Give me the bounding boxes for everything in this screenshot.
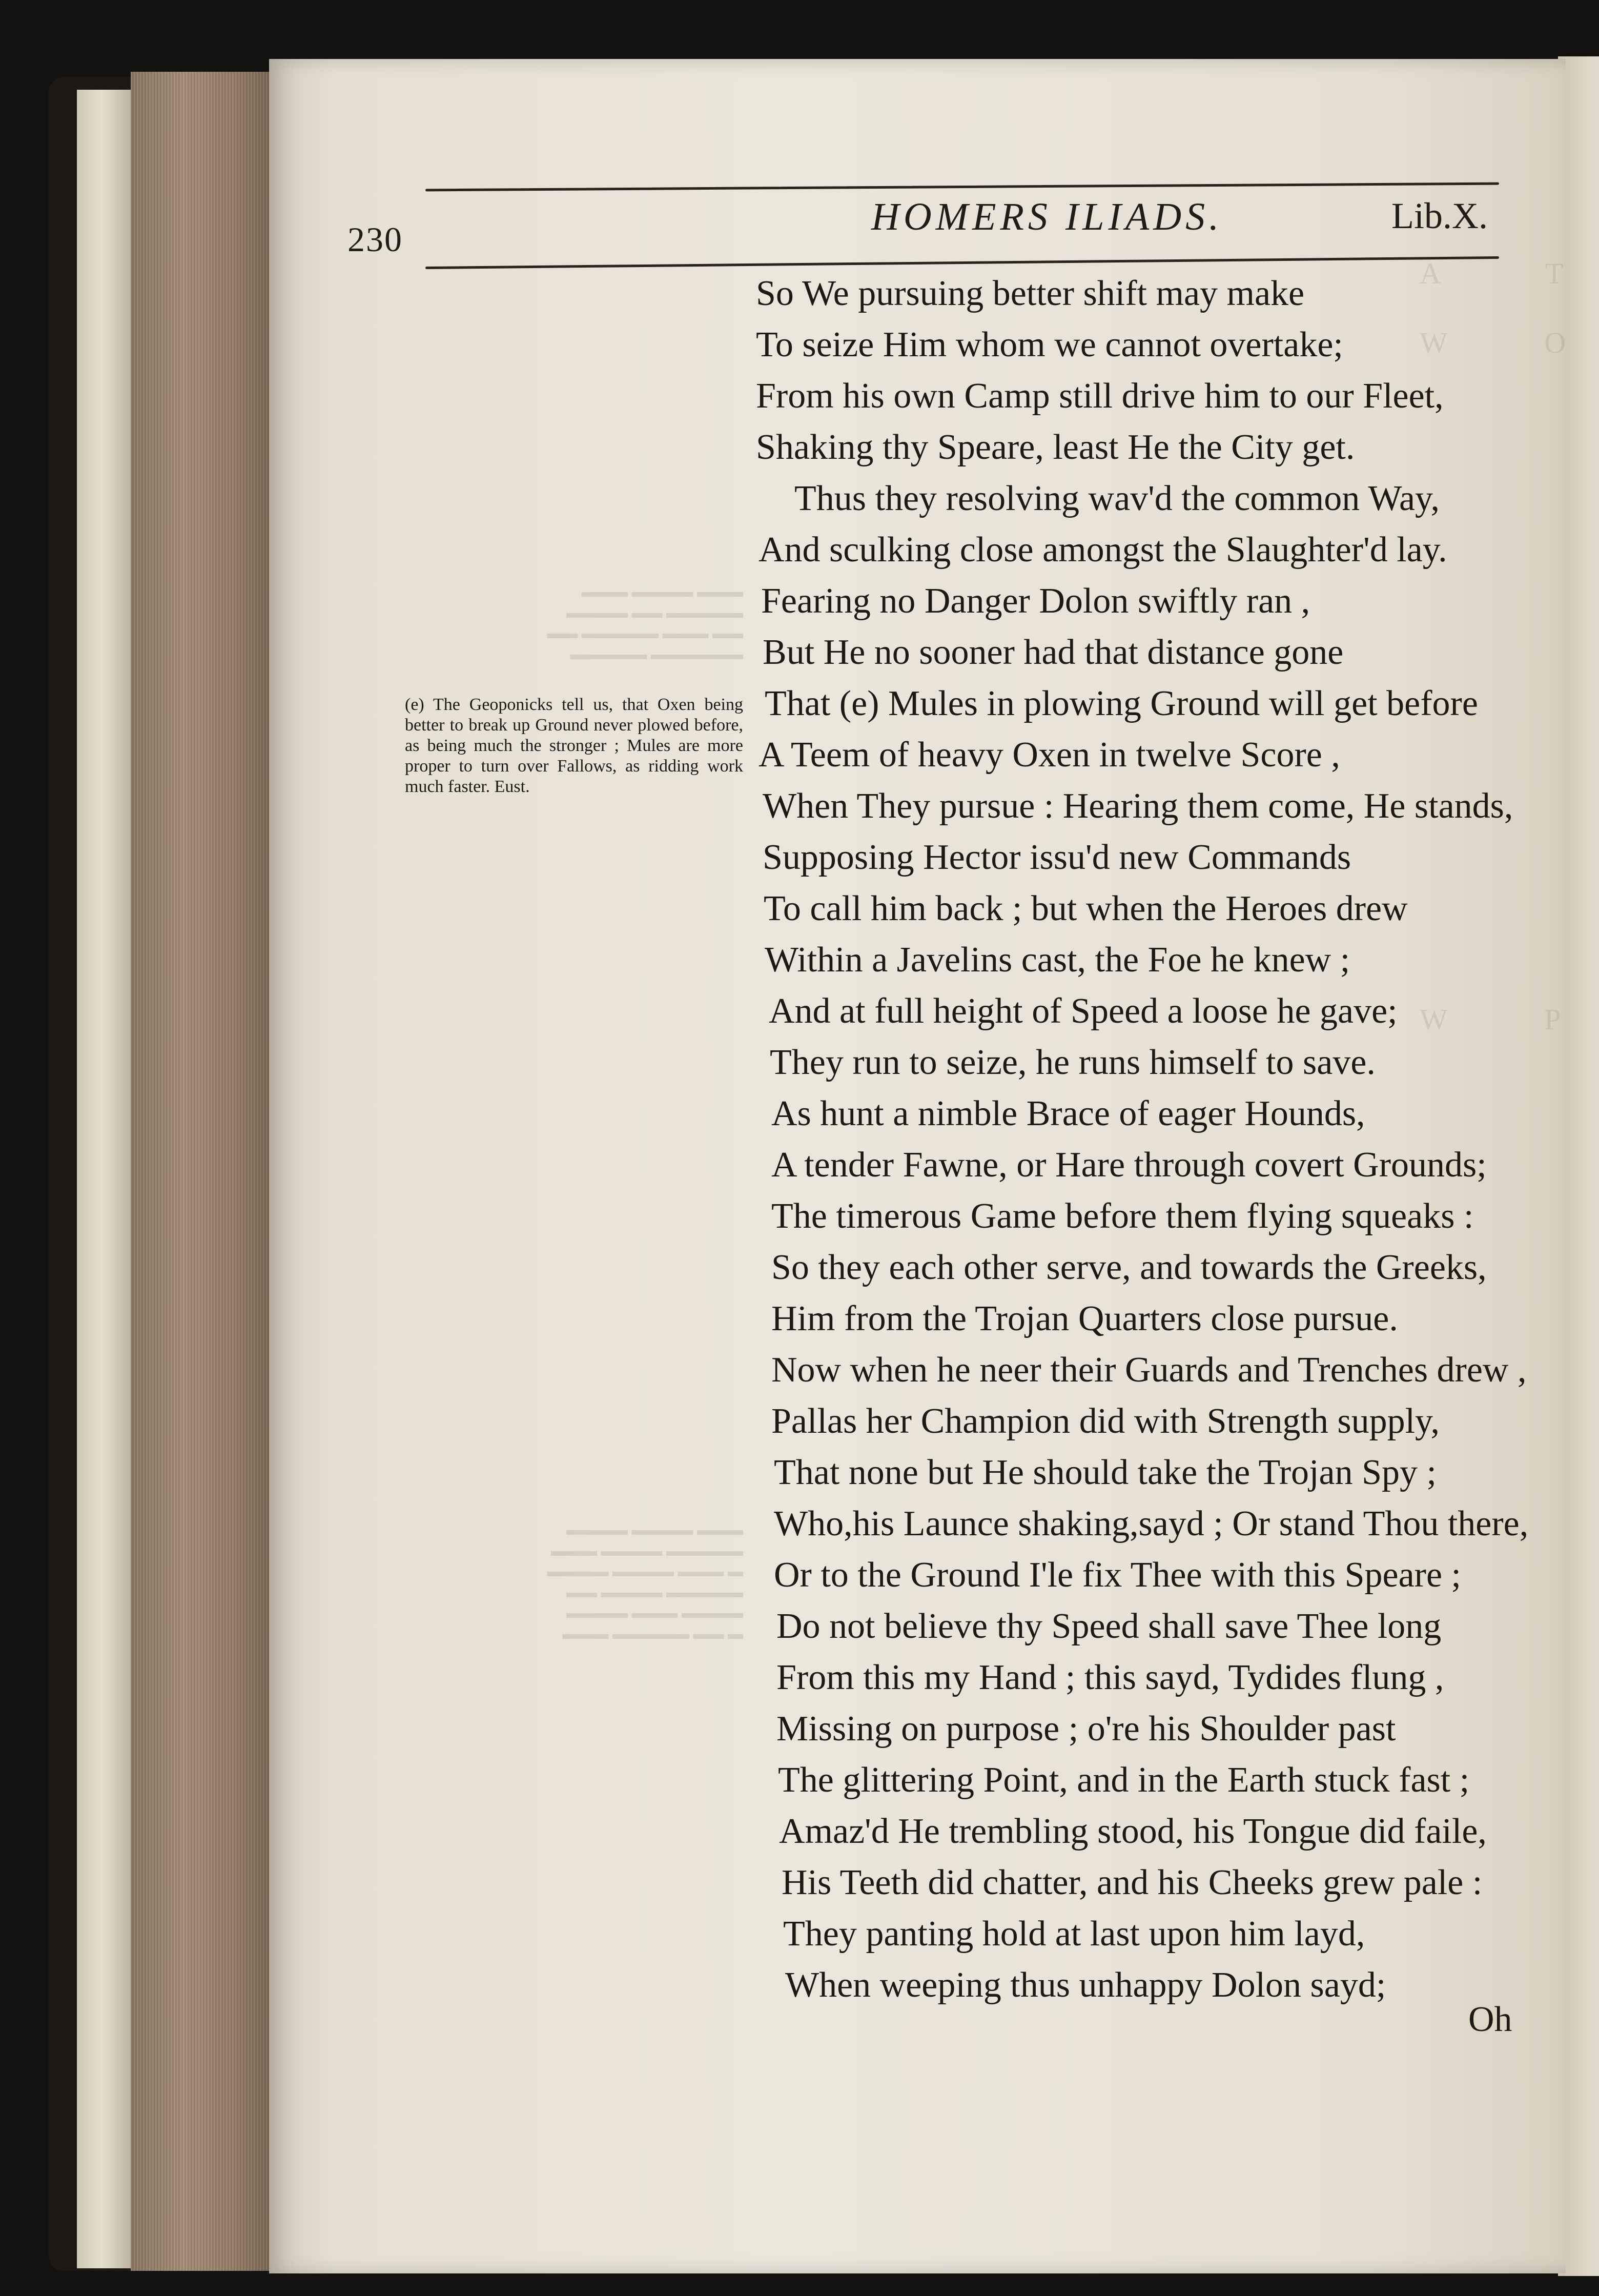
verse-line: Or to the Ground I'le fix Thee with this Speare ; [774, 1555, 1462, 1595]
verse-line: A Teem of heavy Oxen in twelve Score , [758, 735, 1340, 775]
running-title: HOMERS ILIADS. [871, 195, 1223, 238]
catchword: Oh [1468, 2000, 1512, 2039]
verse-line: To seize Him whom we cannot overtake; [756, 325, 1343, 364]
verse-line: From his own Camp still drive him to our Fleet, [756, 376, 1444, 416]
verse-line: They panting hold at last upon him layd, [783, 1914, 1365, 1954]
endpaper [77, 90, 133, 2268]
verse-line: Fearing no Danger Dolon swiftly ran , [761, 581, 1310, 621]
verse-line: Within a Javelins cast, the Foe he knew ; [765, 940, 1350, 980]
verse-line: His Teeth did chatter, and his Cheeks grew pale : [782, 1863, 1483, 1902]
verse-line: Thus they resolving wav'd the common Way, [794, 479, 1440, 518]
verse-line: Shaking thy Speare, least He the City get. [756, 428, 1355, 467]
verse-line: They run to seize, he runs himself to save. [770, 1043, 1376, 1082]
verse-line: So they each other serve, and towards the Greeks, [771, 1248, 1487, 1287]
verse-line: And at full height of Speed a loose he gave; [769, 991, 1398, 1031]
show-through-text: W P [1420, 1003, 1561, 1036]
verse-line: Supposing Hector issu'd new Commands [763, 838, 1351, 877]
show-through-note: ▬▬▬▬ ▬▬▬▬ ▬▬▬ ▬▬▬ ▬▬▬▬ ▬▬▬▬▬ ▬▬▬▬ ▬▬▬▬ ▬▬▬ ▬ ▬▬ ▬▬▬▬ ▬▬▬▬▬ ▬▬▬▬ ▬▬▬ ▬▬▬▬ ▬▬▬ ▬▬▬▬▬ ▬▬ ▬ [547, 1521, 743, 1642]
verse-line: Amaz'd He trembling stood, his Tongue did faile, [779, 1812, 1487, 1851]
verse-line: To call him back ; but when the Heroes drew [764, 889, 1408, 928]
verse-line: That (e) Mules in plowing Ground will get before [765, 684, 1478, 723]
verse-line: When weeping thus unhappy Dolon sayd; [785, 1965, 1386, 2005]
verse-line: Him from the Trojan Quarters close pursue. [771, 1299, 1398, 1338]
page-edges [131, 72, 284, 2271]
verse-line: Pallas her Champion did with Strength supply, [771, 1401, 1440, 1441]
verse-line: That none but He should take the Trojan Spy ; [774, 1453, 1437, 1492]
verse-line: The timerous Game before them flying squeaks : [771, 1196, 1474, 1236]
show-through-note: ▬▬▬ ▬▬▬▬ ▬▬▬ ▬▬▬▬ ▬▬ ▬▬▬▬▬ ▬▬ ▬▬▬▬▬ ▬▬▬ ▬▬ ▬▬▬▬▬ ▬▬▬▬▬▬ [547, 583, 743, 663]
verse-line: The glittering Point, and in the Earth stuck fast ; [778, 1760, 1470, 1800]
verse-line: When They pursue : Hearing them come, He stands, [763, 786, 1513, 826]
verse-line: Missing on purpose ; o're his Shoulder past [776, 1709, 1396, 1749]
page-number: 230 [347, 220, 403, 259]
verse-line: Who,his Launce shaking,sayd ; Or stand Thou there, [774, 1504, 1529, 1543]
verse-line: And sculking close amongst the Slaughter'd lay. [758, 530, 1447, 570]
verse-line: From this my Hand ; this sayd, Tydides flung , [776, 1658, 1444, 1697]
verse-line: Do not believe thy Speed shall save Thee long [776, 1607, 1442, 1646]
verse-line: Now when he neer their Guards and Trenches drew , [771, 1350, 1527, 1390]
show-through-text: W O [1420, 326, 1566, 359]
book-label: Lib.X. [1391, 195, 1488, 236]
verse-line: A tender Fawne, or Hare through covert Grounds; [771, 1145, 1487, 1185]
show-through-text: A T [1420, 257, 1564, 290]
verse-line: But He no sooner had that distance gone [763, 633, 1344, 672]
verse-line: So We pursuing better shift may make [756, 274, 1305, 313]
verse-line: As hunt a nimble Brace of eager Hounds, [771, 1094, 1365, 1133]
margin-note: (e) The Geoponicks tell us, that Oxen being better to break up Ground never plowed before, as being much the stronger ; Mules are more proper to turn over Fallows, as ridding work much faster. Eust. [405, 695, 743, 796]
